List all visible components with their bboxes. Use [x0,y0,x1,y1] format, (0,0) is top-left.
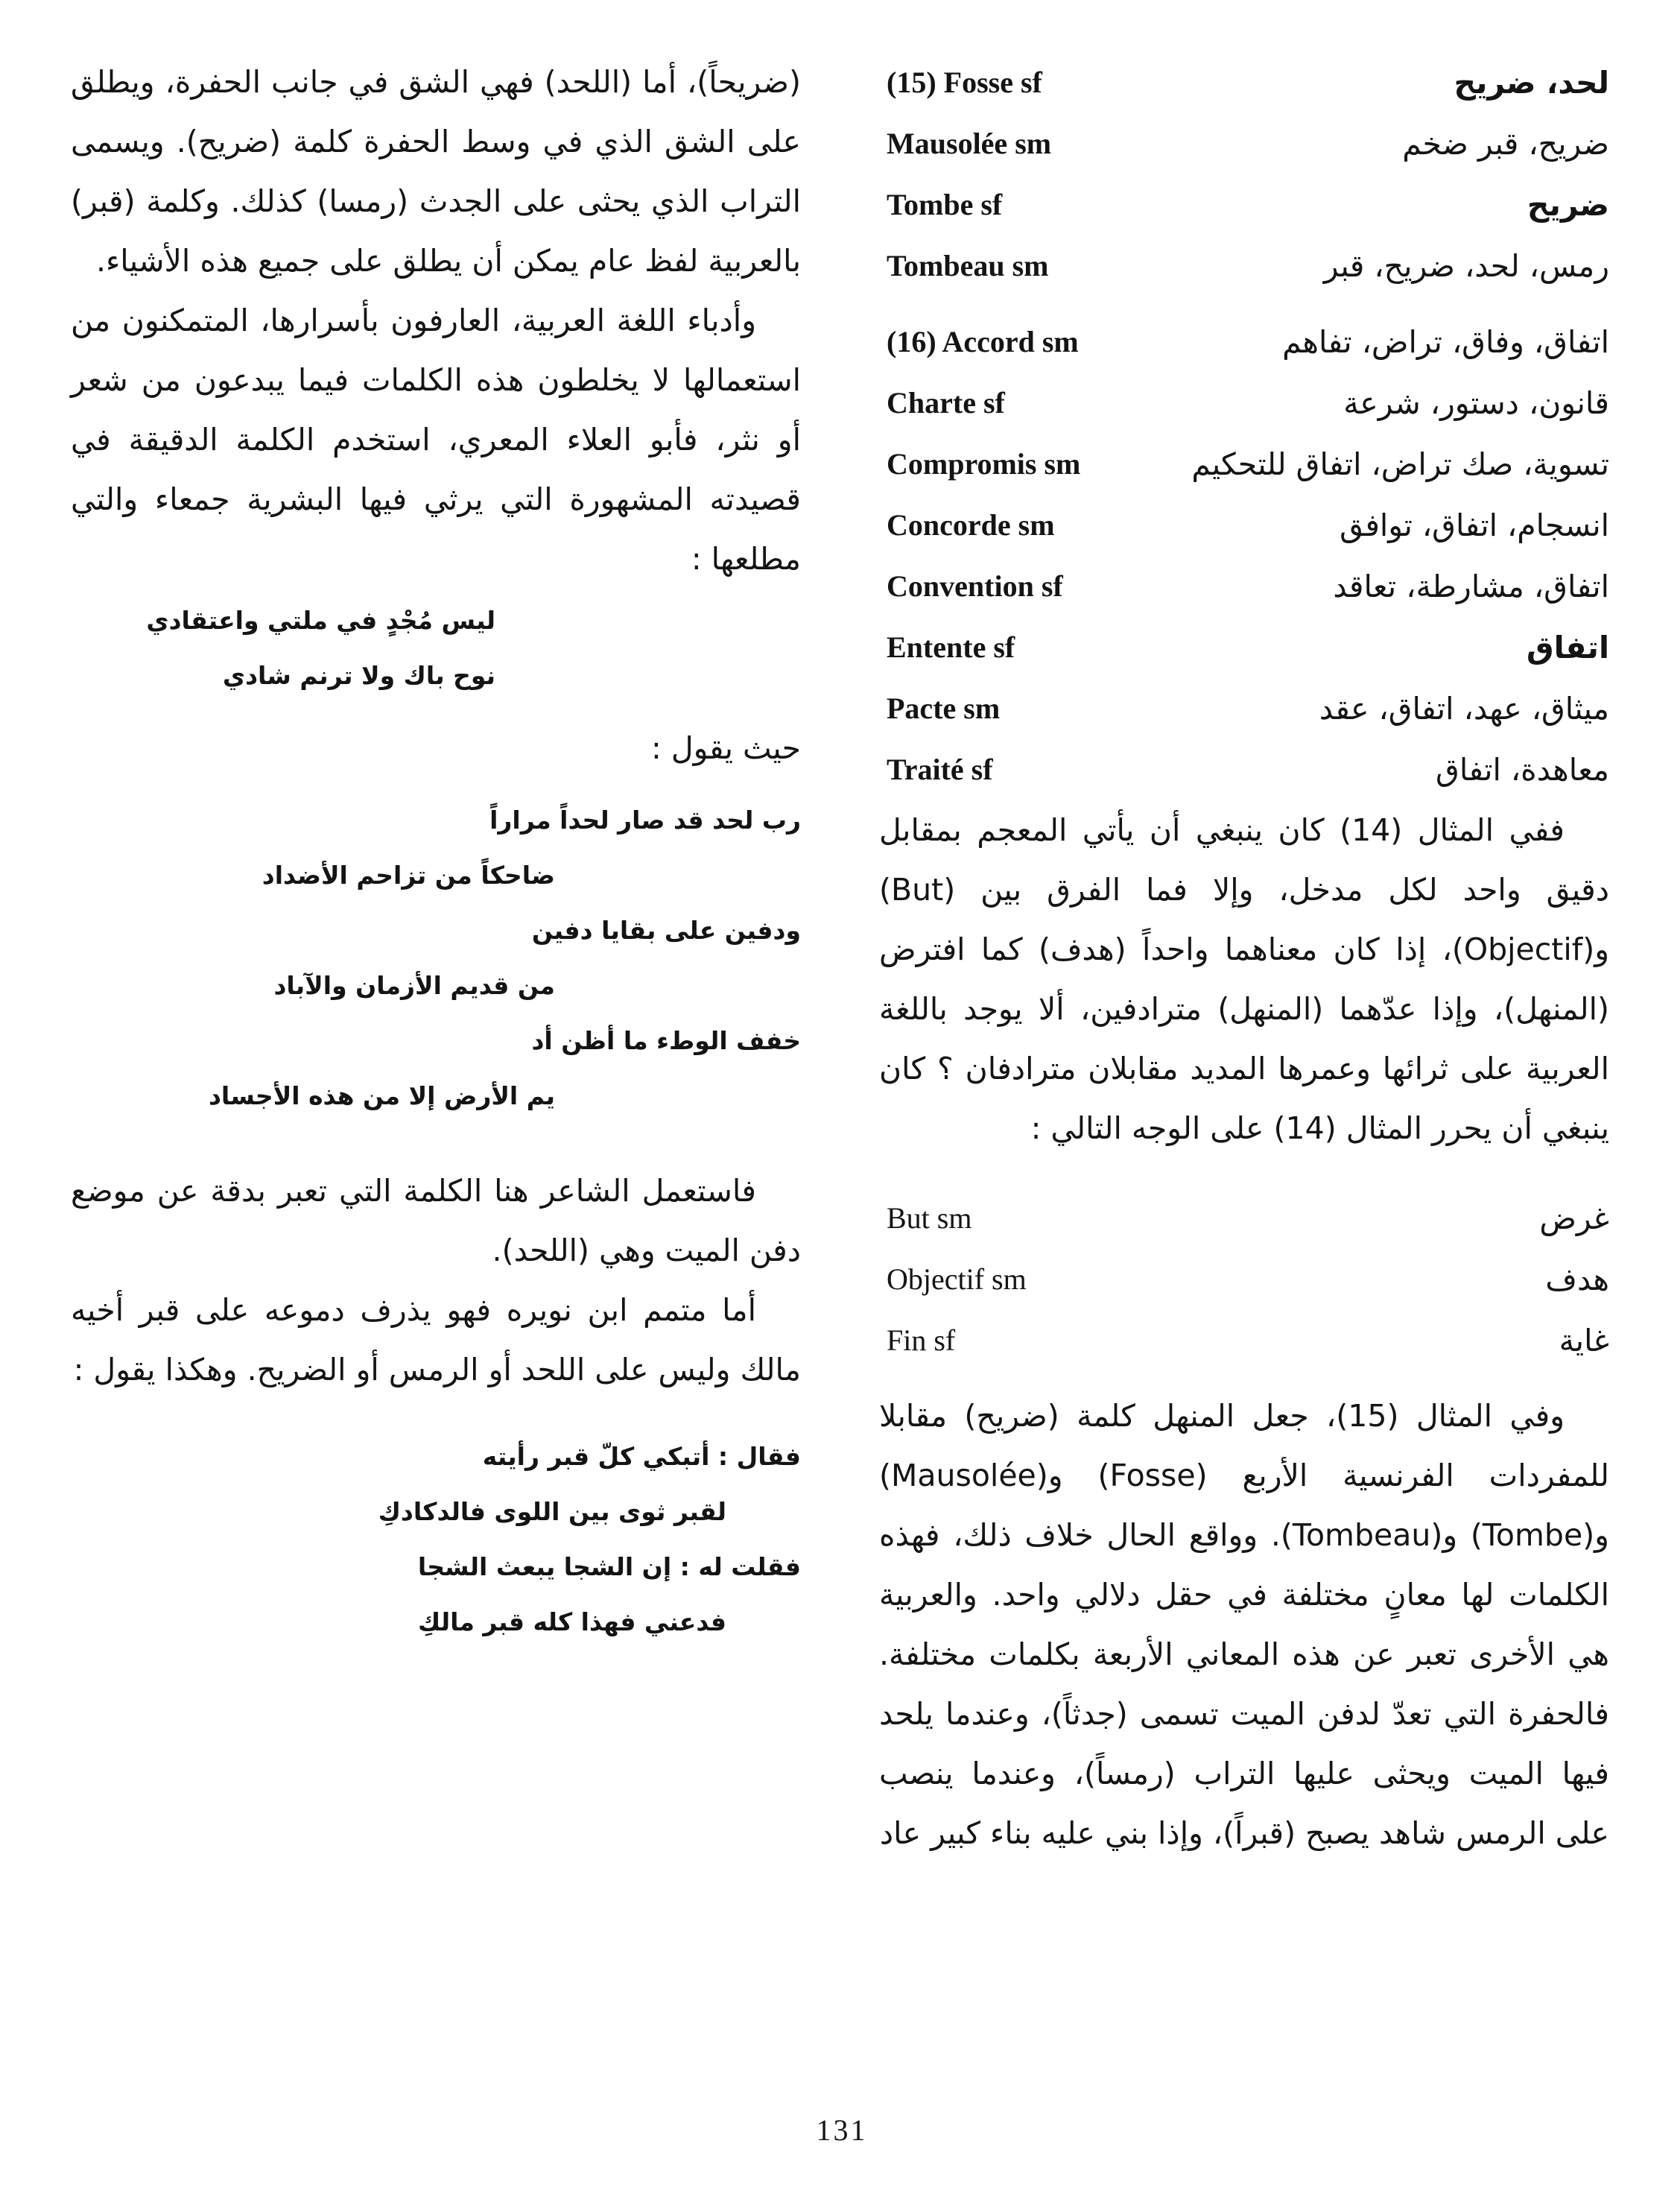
glossary-french: Objectif sm [887,1262,1027,1296]
verse-block [71,793,801,1124]
glossary-arabic: غاية [1559,1323,1609,1358]
right-column [879,52,1609,1863]
glossary-row [879,1249,1609,1310]
glossary-arabic: غرض [1539,1200,1609,1236]
body-paragraph: ففي المثال (14) كان ينبغي أن يأتي المعجم بمقابل دقيق واحد لكل مدخل، وإلا فما الفرق بين (But) و(Objectif)، إذا كان معناهما واحداً (هدف) كما افترض (المنهل)، وإذا عدّهما (المنهل) مترادفين، ألا يوجد باللغة العربية على ثرائها وعمرها المديد مقابلان مترادفان ؟ كان ينبغي أن يحرر المثال (14) على الوجه التالي : [879,812,1609,1146]
glossary-row [879,235,1609,297]
verse-block [71,593,801,703]
glossary-row [879,113,1609,174]
verse-line: يم الأرض إلا من هذه الأجساد [209,1081,555,1110]
verse-line: من قديم الأزمان والآباد [273,971,555,1000]
glossary-row [879,617,1609,678]
glossary-french: Tombe sf [887,188,1003,221]
glossary-french: Convention sf [887,569,1063,603]
glossary-arabic: رمس، لحد، ضريح، قبر [1323,248,1609,284]
left-column [71,52,801,1650]
glossary-row [879,678,1609,739]
verse-line: خفف الوطء ما أظن أد [531,1026,801,1055]
glossary-arabic: ضريح [1527,187,1609,223]
glossary-row [879,1188,1609,1249]
glossary-accord-group [879,311,1609,800]
glossary-but-group [879,1188,1609,1371]
verse-line: لقبر ثوى بين اللوى فالدكادكِ [378,1497,726,1526]
glossary-arabic: قانون، دستور، شرعة [1343,385,1609,421]
glossary-french: Traité sf [887,753,993,786]
glossary-arabic: هدف [1545,1262,1609,1297]
glossary-french: Pacte sm [887,692,1001,725]
body-paragraph: وفي المثال (15)، جعل المنهل كلمة (ضريح) مقابلا للمفردات الفرنسية الأربع (Fosse) و(Mausolée) و(Tombe) و(Tombeau). وواقع الحال خلاف ذلك، فهذه الكلمات لها معانٍ مختلفة في حقل دلالي واحد. والعربية هي الأخرى تعبر عن هذه المعاني الأربعة بكلمات مختلفة. فالحفرة التي تعدّ لدفن الميت تسمى (جدثاً)، وعندما يلحد فيها الميت ويحثى عليها التراب (رمساً)، وعندما ينصب على الرمس شاهد يصبح (قبراً)، وإذا بني عليه بناء كبير عاد [879,1398,1609,1851]
glossary-arabic: اتفاق [1526,630,1609,665]
verse-line: ليس مُجْدٍ في ملتي واعتقادي [146,606,495,635]
glossary-row [879,739,1609,800]
glossary-arabic: ضريح، قبر ضخم [1402,126,1609,162]
body-paragraph: فاستعمل الشاعر هنا الكلمة التي تعبر بدقة عن موضع دفن الميت وهي (اللحد). [71,1173,801,1268]
glossary-french: Entente sf [887,630,1015,664]
glossary-arabic: معاهدة، اتفاق [1436,752,1609,788]
glossary-french: (16) Accord sm [887,325,1079,358]
body-paragraph: وأدباء اللغة العربية، العارفون بأسرارها، المتمكنون من استعمالها لا يخلطون هذه الكلمات فيما يبدعون من شعر أو نثر، فأبو العلاء المعري، استخدم الكلمة الدقيقة في قصيدته المشهورة التي يرثي فيها البشرية جمعاء والتي مطلعها : [71,303,801,577]
glossary-row [879,1310,1609,1371]
glossary-row [879,311,1609,373]
glossary-row [879,373,1609,434]
glossary-arabic: لحد، ضريح [1454,65,1609,101]
glossary-french: Charte sf [887,386,1005,420]
glossary-french: Fin sf [887,1323,956,1357]
body-paragraph: حيث يقول : [651,730,801,766]
glossary-french: Concorde sm [887,508,1055,542]
verse-block [71,1429,801,1650]
glossary-french: Mausolée sm [887,127,1052,160]
verse-line: فقلت له : إن الشجا يبعث الشجا [417,1552,801,1581]
verse-line: ضاحكاً من تزاحم الأضداد [261,861,555,890]
glossary-row [879,434,1609,495]
verse-line: نوح باك ولا ترنم شادي [222,661,495,690]
verse-line: فدعني فهذا كله قبر مالكِ [417,1607,726,1636]
page-number: 131 [816,2113,868,2147]
body-paragraph: أما متمم ابن نويره فهو يذرف دموعه على قبر أخيه مالك وليس على اللحد أو الرمس أو الضريح. وهكذا يقول : [71,1292,801,1388]
glossary-row [879,495,1609,556]
glossary-row [879,556,1609,617]
glossary-arabic: انسجام، اتفاق، توافق [1340,507,1609,543]
body-paragraph: (ضريحاً)، أما (اللحد) فهي الشق في جانب الحفرة، ويطلق على الشق الذي في وسط الحفرة كلمة (ضريح). ويسمى التراب الذي يحثى على الجدث (رمسا) كذلك. وكلمة (قبر) بالعربية لفظ عام يمكن أن يطلق على جميع هذه الأشياء. [71,64,801,279]
glossary-arabic: اتفاق، وفاق، تراض، تفاهم [1282,324,1609,360]
glossary-french: But sm [887,1201,972,1235]
verse-line: ودفين على بقايا دفين [531,916,801,945]
verse-line: رب لحد قد صار لحداً مراراً [489,806,801,835]
glossary-row [879,174,1609,235]
glossary-row [879,52,1609,113]
verse-line: فقال : أتبكي كلّ قبر رأيته [482,1442,801,1471]
glossary-french: Compromis sm [887,447,1081,481]
glossary-fosse-group [879,52,1609,297]
glossary-arabic: ميثاق، عهد، اتفاق، عقد [1319,691,1609,727]
glossary-arabic: اتفاق، مشارطة، تعاقد [1333,569,1609,604]
glossary-french: (15) Fosse sf [887,66,1042,99]
glossary-french: Tombeau sm [887,249,1049,282]
glossary-arabic: تسوية، صك تراض، اتفاق للتحكيم [1191,446,1609,482]
